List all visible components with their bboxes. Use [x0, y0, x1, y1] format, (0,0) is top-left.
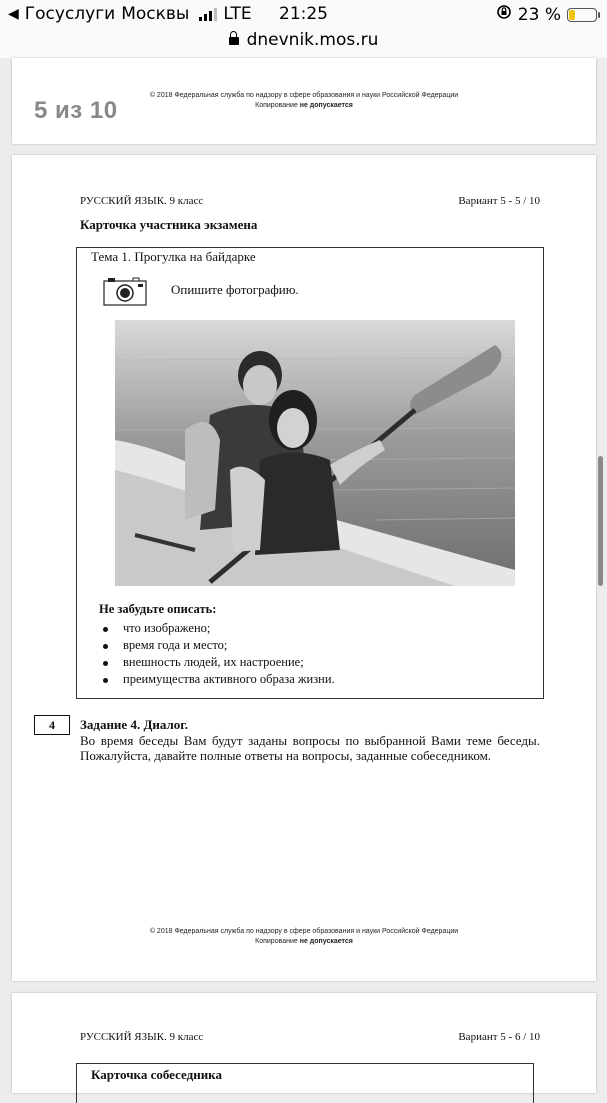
- instruction-text: Опишите фотографию.: [171, 282, 299, 297]
- task-text: Во время беседы Вам будут заданы вопросы по выбранной Вами теме беседы. Пожалуйста, давайте полные ответы на вопросы, заданные собеседником.: [80, 733, 540, 763]
- battery-percent: 23 %: [517, 4, 561, 25]
- page-footer: [12, 927, 596, 947]
- back-app-label[interactable]: Госуслуги: [24, 4, 116, 24]
- url-text[interactable]: dnevnik.mos.ru: [246, 30, 379, 50]
- topic-card: [76, 247, 544, 699]
- task-number-box: 4: [34, 715, 70, 735]
- clock: 21:25: [279, 4, 328, 24]
- subject-header: РУССКИЙ ЯЗЫК. 9 класс: [80, 195, 204, 207]
- variant-header: Вариант 5 - 5 / 10: [458, 195, 540, 207]
- footer-copyright: © 2018 Федеральная служба по надзору в сфере образования и науки Российской Федерации: [149, 928, 459, 935]
- address-bar[interactable]: [0, 30, 607, 58]
- battery-icon: [567, 8, 597, 22]
- reminder-title: Не забудьте описать:: [99, 602, 217, 616]
- reminder-item: внешность людей, их настроение;: [99, 654, 335, 671]
- pdf-page-5: [12, 155, 596, 981]
- camera-icon: [103, 276, 147, 306]
- status-bar: [0, 0, 607, 30]
- footer-copyright: © 2018 Федеральная служба по надзору в сфере образования и науки Российской Федерации: [149, 92, 459, 99]
- back-arrow-icon[interactable]: ◀: [8, 6, 19, 22]
- lock-icon: [229, 37, 239, 45]
- subject-header: РУССКИЙ ЯЗЫК. 9 класс: [80, 1031, 204, 1043]
- cellular-signal-icon: [199, 7, 217, 21]
- page-indicator: 5 из 10: [34, 97, 118, 124]
- kayak-photo: [115, 320, 515, 586]
- card-title: Карточка участника экзамена: [80, 217, 258, 232]
- card-title: Карточка собеседника: [91, 1067, 222, 1082]
- footer-copy-note: Копирование не допускается: [255, 102, 353, 109]
- reminder-item: преимущества активного образа жизни.: [99, 671, 335, 688]
- reminder-item: время года и место;: [99, 637, 335, 654]
- reminder-block: [99, 602, 335, 688]
- task-title: Задание 4. Диалог.: [80, 717, 188, 732]
- orientation-lock-icon: [496, 4, 512, 25]
- variant-header: Вариант 5 - 6 / 10: [458, 1031, 540, 1043]
- carrier-label: Москвы: [121, 4, 190, 24]
- scrollbar[interactable]: [598, 456, 603, 586]
- topic-title: Тема 1. Прогулка на байдарке: [91, 249, 256, 264]
- reminder-item: что изображено;: [99, 620, 335, 637]
- interviewer-card: [76, 1063, 534, 1103]
- back-to-app[interactable]: [8, 4, 252, 24]
- pdf-page-6: [12, 993, 596, 1093]
- network-label: LTE: [223, 4, 252, 24]
- footer-copy-note: Копирование не допускается: [255, 938, 353, 945]
